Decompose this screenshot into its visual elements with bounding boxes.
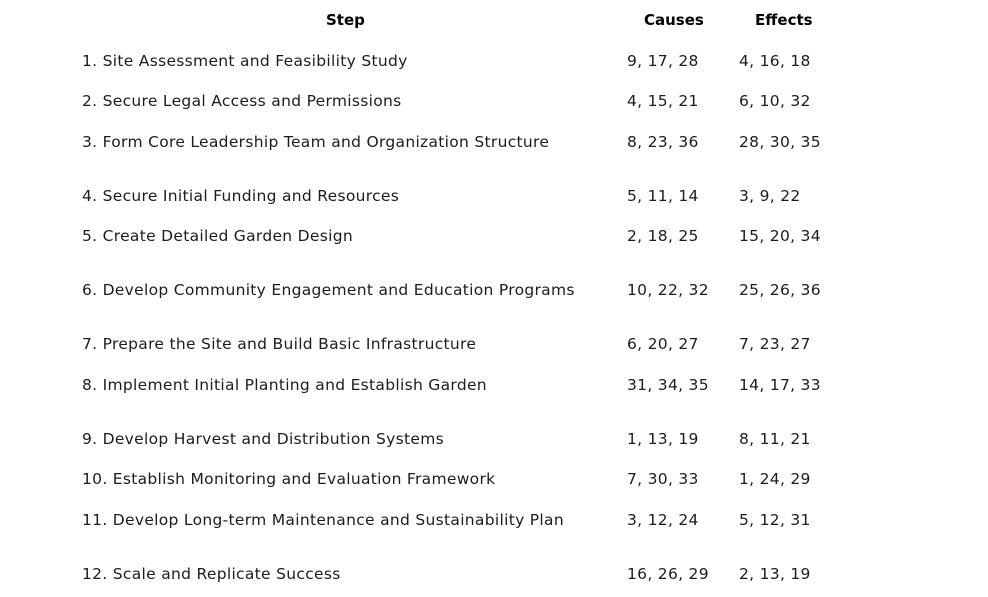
causes-cell: 8, 23, 36 <box>627 133 699 151</box>
header-step: Step <box>326 11 365 29</box>
causes-cell: 16, 26, 29 <box>627 565 709 583</box>
step-cell: 2. Secure Legal Access and Permissions <box>82 92 402 110</box>
effects-cell: 28, 30, 35 <box>739 133 821 151</box>
step-cell: 10. Establish Monitoring and Evaluation Framework <box>82 470 496 488</box>
step-cell: 5. Create Detailed Garden Design <box>82 227 353 245</box>
step-cell: 7. Prepare the Site and Build Basic Infrastructure <box>82 335 477 353</box>
causes-cell: 7, 30, 33 <box>627 470 699 488</box>
table-row <box>0 224 988 248</box>
table-row <box>0 130 988 154</box>
table-row <box>0 49 988 73</box>
table-row <box>0 184 988 208</box>
step-cell: 11. Develop Long-term Maintenance and Sustainability Plan <box>82 511 564 529</box>
step-cell: 9. Develop Harvest and Distribution Systems <box>82 430 444 448</box>
table-row <box>0 427 988 451</box>
step-cell: 1. Site Assessment and Feasibility Study <box>82 52 408 70</box>
table-row <box>0 373 988 397</box>
header-effects: Effects <box>755 11 813 29</box>
header-causes: Causes <box>644 11 704 29</box>
step-cell: 8. Implement Initial Planting and Establish Garden <box>82 376 487 394</box>
table-row <box>0 278 988 302</box>
effects-cell: 3, 9, 22 <box>739 187 801 205</box>
table-row <box>0 332 988 356</box>
table-row <box>0 508 988 532</box>
causes-cell: 1, 13, 19 <box>627 430 699 448</box>
effects-cell: 5, 12, 31 <box>739 511 811 529</box>
causes-cell: 4, 15, 21 <box>627 92 699 110</box>
table-row <box>0 467 988 491</box>
effects-cell: 14, 17, 33 <box>739 376 821 394</box>
causes-cell: 5, 11, 14 <box>627 187 699 205</box>
causes-cell: 10, 22, 32 <box>627 281 709 299</box>
effects-cell: 2, 13, 19 <box>739 565 811 583</box>
causes-cell: 6, 20, 27 <box>627 335 699 353</box>
effects-cell: 1, 24, 29 <box>739 470 811 488</box>
causes-cell: 2, 18, 25 <box>627 227 699 245</box>
table-row <box>0 89 988 113</box>
step-cell: 6. Develop Community Engagement and Education Programs <box>82 281 575 299</box>
effects-cell: 4, 16, 18 <box>739 52 811 70</box>
table-row <box>0 562 988 586</box>
causes-cell: 31, 34, 35 <box>627 376 709 394</box>
effects-cell: 8, 11, 21 <box>739 430 811 448</box>
effects-cell: 25, 26, 36 <box>739 281 821 299</box>
effects-cell: 7, 23, 27 <box>739 335 811 353</box>
step-cell: 3. Form Core Leadership Team and Organization Structure <box>82 133 550 151</box>
step-cell: 12. Scale and Replicate Success <box>82 565 341 583</box>
effects-cell: 6, 10, 32 <box>739 92 811 110</box>
effects-cell: 15, 20, 34 <box>739 227 821 245</box>
causes-cell: 9, 17, 28 <box>627 52 699 70</box>
causes-cell: 3, 12, 24 <box>627 511 699 529</box>
step-cell: 4. Secure Initial Funding and Resources <box>82 187 400 205</box>
